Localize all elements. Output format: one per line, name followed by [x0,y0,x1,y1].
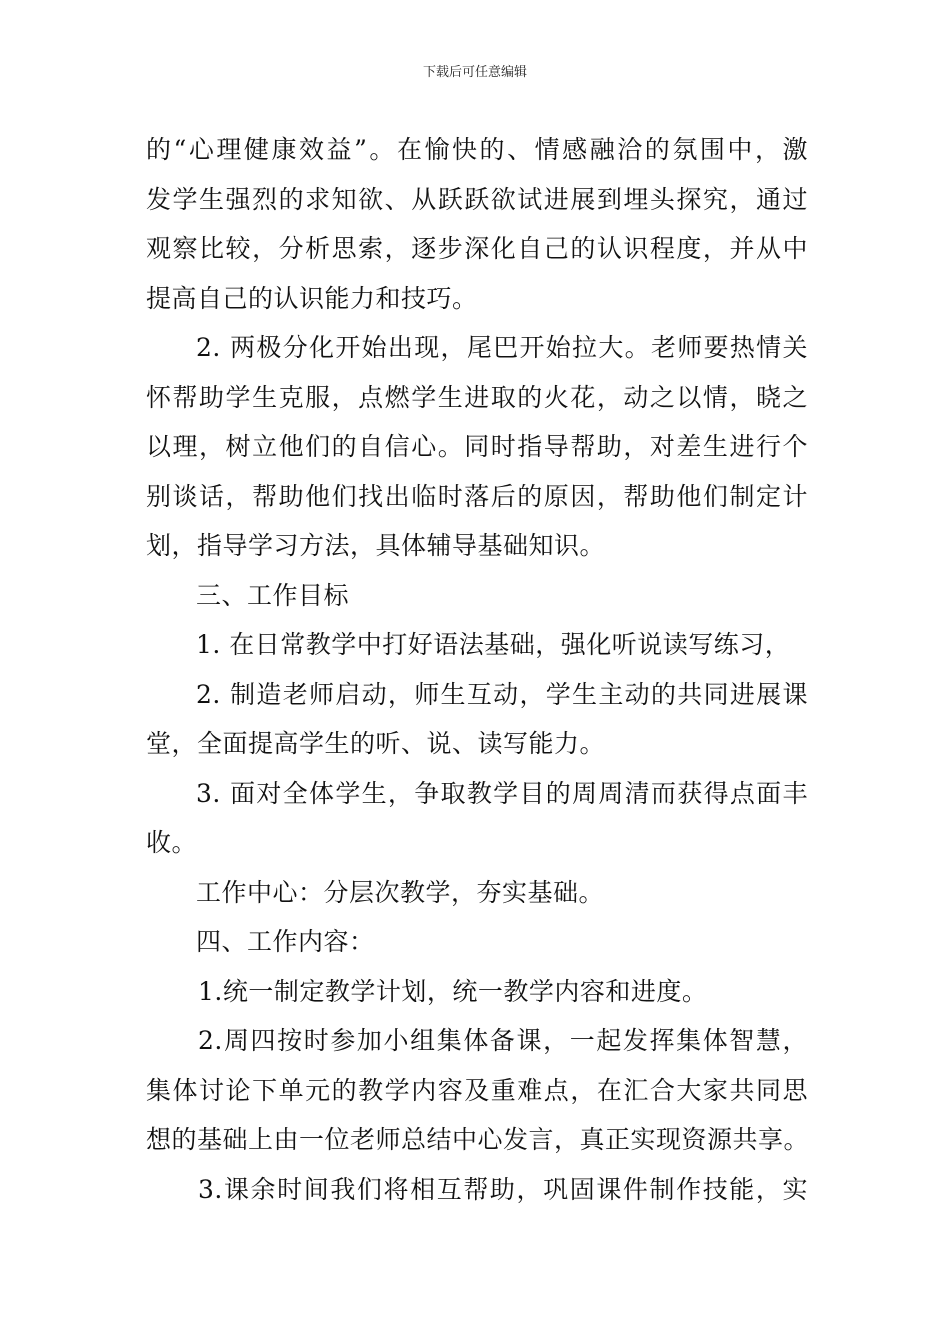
list-item-line: 1.统一制定教学计划，统一教学内容和进度。 [198,976,708,1006]
paragraph-line: 发学生强烈的求知欲、从跃跃欲试进展到埋头探究，通过 [146,184,808,214]
list-item-line: 2. 制造老师启动，师生互动，学生主动的共同进展课 [196,679,808,709]
paragraph-line: 想的基础上由一位老师总结中心发言，真正实现资源共享。 [146,1125,810,1154]
paragraph-line: 以理，树立他们的自信心。同时指导帮助，对差生进行个 [146,432,808,461]
list-item-line: 2.周四按时参加小组集体备课，一起发挥集体智慧， [198,1026,808,1055]
paragraph-line: 划，指导学习方法，具体辅导基础知识。 [146,531,606,560]
section-heading: 四、工作内容： [196,927,375,956]
paragraph-line: 别谈话，帮助他们找出临时落后的原因，帮助他们制定计 [146,481,808,511]
paragraph-line: 怀帮助学生克服，点燃学生进取的火花，动之以情，晓之 [146,382,808,412]
section-heading: 三、工作目标 [196,580,350,610]
page-header: 下载后可任意编辑 [422,65,527,80]
paragraph-line: 工作中心：分层次教学，夯实基础。 [196,877,605,907]
paragraph-line: 收。 [146,828,198,857]
paragraph-line: 提高自己的认识能力和技巧。 [146,283,478,313]
paragraph-line: 的“心理健康效益”。在愉快的、情感融洽的氛围中，激 [146,135,808,164]
document-body [146,125,808,1214]
paragraph-line: 集体讨论下单元的教学内容及重难点，在汇合大家共同思 [146,1075,808,1105]
paragraph-line: 观察比较，分析思索，逐步深化自己的认识程度，并从中 [146,234,808,263]
paragraph-line: 堂，全面提高学生的听、说、读写能力。 [146,729,606,758]
list-item-line: 1. 在日常教学中打好语法基础，强化听说读写练习， [196,630,791,659]
list-item-line: 2. 两极分化开始出现，尾巴开始拉大。老师要热情关 [196,333,808,362]
list-item-line: 3. 面对全体学生，争取教学目的周周清而获得点面丰 [196,778,808,808]
list-item-line: 3.课余时间我们将相互帮助，巩固课件制作技能，实 [198,1174,808,1204]
